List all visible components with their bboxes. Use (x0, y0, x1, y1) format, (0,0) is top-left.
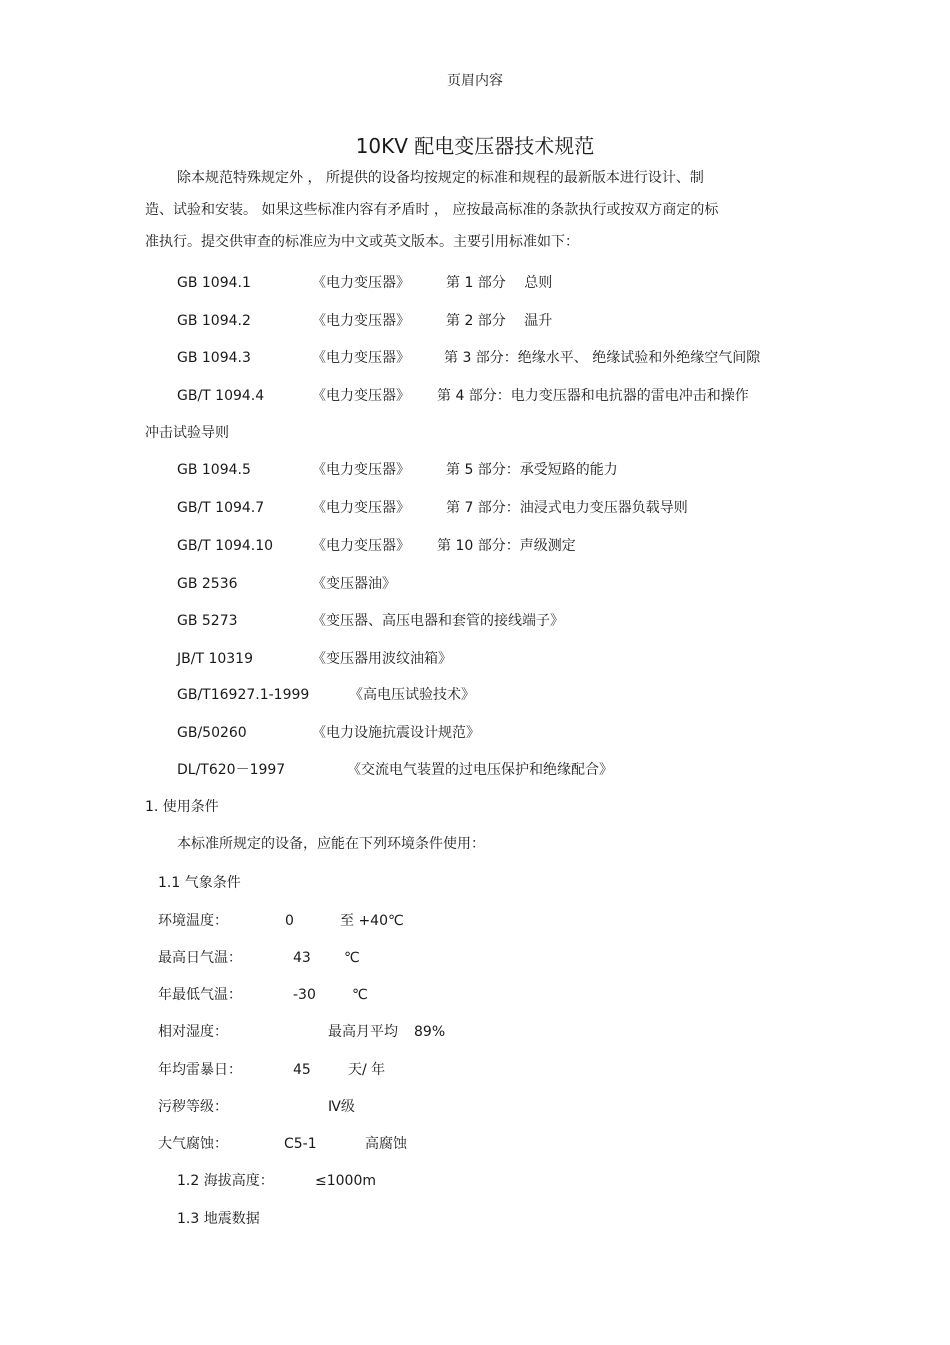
std-code: GB 5273 (177, 613, 238, 629)
condition-label: 大气腐蚀： (158, 1136, 228, 1152)
condition-extra: 89% (414, 1024, 446, 1040)
std-part: 第 1 部分 总则 (446, 275, 553, 291)
std-name: 《电力变压器》 (312, 538, 410, 554)
std-part: 第 10 部分：声级测定 (437, 538, 576, 554)
std-name: 《电力变压器》 (312, 462, 410, 478)
page-header: 页眉内容 (447, 73, 503, 89)
condition-extra: ℃ (352, 987, 368, 1003)
std-part: 第 4 部分：电力变压器和电抗器的雷电冲击和操作 (437, 388, 749, 404)
std-code: GB 1094.3 (177, 350, 251, 366)
std-part: 第 3 部分：绝缘水平、 绝缘试验和外绝缘空气间隙 (444, 350, 761, 366)
subsection-altitude: 1.2 海拔高度： (177, 1173, 274, 1189)
std-part: 第 7 部分：油浸式电力变压器负载导则 (446, 500, 688, 516)
std-part: 第 2 部分 温升 (446, 313, 553, 329)
condition-extra: 至 +40℃ (340, 913, 404, 929)
std-name: 《电力变压器》 (312, 500, 410, 516)
std-name: 《变压器用波纹油箱》 (312, 651, 452, 667)
std-code: DL/T620－1997 (177, 762, 286, 778)
section-heading: 1. 使用条件 (145, 799, 219, 815)
std-code: GB 1094.2 (177, 313, 251, 329)
std-name: 《变压器油》 (312, 576, 396, 592)
std-code: GB/T 1094.7 (177, 500, 265, 516)
std-part: 第 5 部分：承受短路的能力 (446, 462, 618, 478)
std-name: 《电力变压器》 (312, 275, 410, 291)
std-name: 《电力变压器》 (312, 350, 410, 366)
intro-line-3: 准执行。提交供审查的标准应为中文或英文版本。主要引用标准如下： (145, 234, 579, 250)
condition-label: 环境温度： (158, 913, 228, 929)
section-intro: 本标准所规定的设备，应能在下列环境条件使用： (177, 836, 485, 852)
std-code: GB/50260 (177, 725, 247, 741)
condition-label: 污秽等级： (158, 1099, 228, 1115)
condition-value: C5-1 (284, 1136, 317, 1152)
condition-label: 年最低气温： (158, 987, 242, 1003)
std-code: GB/T16927.1-1999 (177, 687, 310, 703)
std-name: 《电力变压器》 (312, 313, 410, 329)
condition-value: -30 (293, 987, 316, 1003)
std-name: 《电力变压器》 (312, 388, 410, 404)
std-code: GB 1094.1 (177, 275, 251, 291)
std-code: GB 2536 (177, 576, 238, 592)
condition-value: 最高月平均 (328, 1024, 398, 1040)
altitude-value: ≤1000m (315, 1173, 376, 1189)
std-code: GB/T 1094.10 (177, 538, 274, 554)
std-name: 《交流电气装置的过电压保护和绝缘配合》 (347, 762, 613, 778)
std-name: 《变压器、高压电器和套管的接线端子》 (312, 613, 564, 629)
intro-line-2: 造、试验和安装。 如果这些标准内容有矛盾时 ， 应按最高标准的条款执行或按双方商定的标 (145, 202, 719, 218)
condition-value: Ⅳ级 (328, 1099, 355, 1115)
subsection-seismic: 1.3 地震数据 (177, 1211, 260, 1227)
document-title: 10KV 配电变压器技术规范 (355, 134, 595, 158)
subsection-heading: 1.1 气象条件 (158, 875, 241, 891)
intro-line-1: 除本规范特殊规定外 ， 所提供的设备均按规定的标准和规程的最新版本进行设计、制 (177, 170, 704, 186)
condition-label: 最高日气温： (158, 950, 242, 966)
condition-extra: ℃ (344, 950, 360, 966)
std-name: 《高电压试验技术》 (349, 687, 475, 703)
condition-extra: 高腐蚀 (365, 1136, 407, 1152)
std-continuation: 冲击试验导则 (145, 425, 229, 441)
condition-value: 0 (285, 913, 294, 929)
condition-value: 45 (293, 1062, 311, 1078)
condition-value: 43 (293, 950, 311, 966)
std-code: GB/T 1094.4 (177, 388, 265, 404)
std-code: JB/T 10319 (177, 651, 253, 667)
std-code: GB 1094.5 (177, 462, 251, 478)
condition-extra: 天/ 年 (348, 1062, 386, 1078)
condition-label: 年均雷暴日： (158, 1062, 242, 1078)
condition-label: 相对湿度： (158, 1024, 228, 1040)
std-name: 《电力设施抗震设计规范》 (312, 725, 480, 741)
